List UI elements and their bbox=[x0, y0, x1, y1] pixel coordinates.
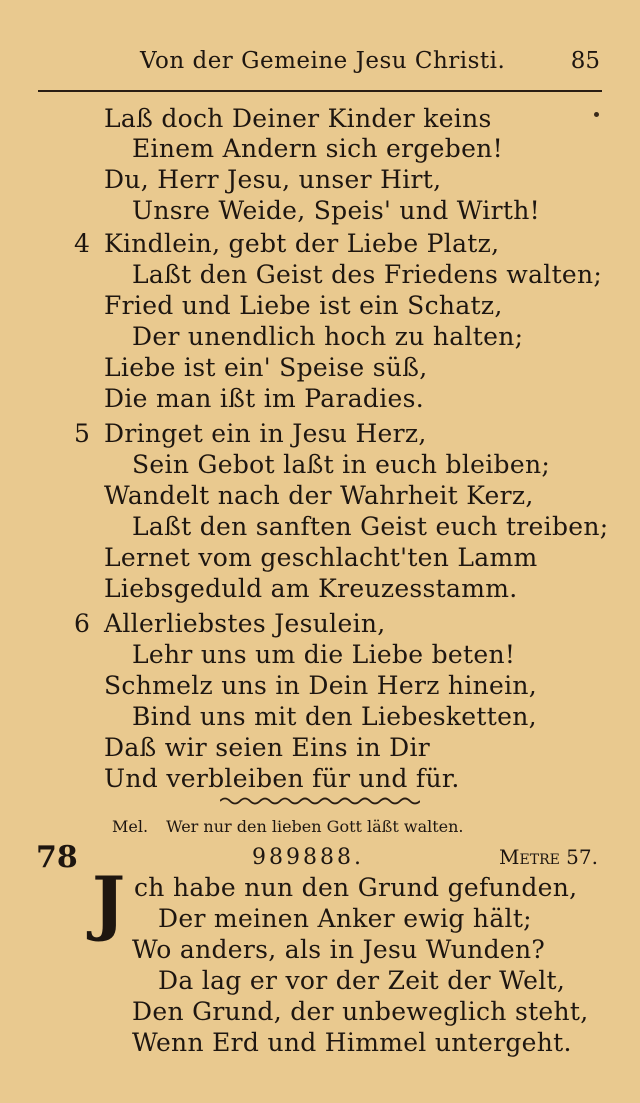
verse-line: Wandelt nach der Wahrheit Kerz, bbox=[104, 481, 534, 510]
page-header bbox=[0, 48, 640, 82]
verse-line: ch habe nun den Grund gefunden, bbox=[134, 873, 578, 902]
verse-line: Kindlein, gebt der Liebe Platz, bbox=[104, 229, 500, 258]
header-rule bbox=[38, 90, 602, 92]
meter-label: Metre 57. bbox=[499, 845, 598, 869]
verse-line: Sein Gebot laßt in euch bleiben; bbox=[132, 450, 551, 479]
verse-line: Den Grund, der unbeweglich steht, bbox=[132, 997, 589, 1026]
hymn-number: 78 bbox=[36, 840, 78, 875]
verse-line: Fried und Liebe ist ein Schatz, bbox=[104, 291, 503, 320]
verse-line: Bind uns mit den Liebesketten, bbox=[132, 702, 537, 731]
ink-speck bbox=[594, 112, 599, 117]
verse-line: Laßt den Geist des Friedens walten; bbox=[132, 260, 603, 289]
verse-line: Daß wir seien Eins in Dir bbox=[104, 733, 431, 762]
stanza-number: 4 bbox=[74, 229, 90, 258]
verse-line: Wenn Erd und Himmel untergeht. bbox=[132, 1028, 572, 1057]
melody-reference bbox=[112, 817, 464, 836]
page-number: 85 bbox=[570, 48, 600, 74]
verse-line: Dringet ein in Jesu Herz, bbox=[104, 419, 427, 448]
melody-label: Mel. bbox=[112, 817, 149, 836]
verse-line: Der unendlich hoch zu halten; bbox=[132, 322, 524, 351]
verse-line: Liebe ist ein' Speise süß, bbox=[104, 353, 428, 382]
verse-line: Laß doch Deiner Kinder keins bbox=[104, 104, 492, 133]
verse-line: Der meinen Anker ewig hält; bbox=[158, 904, 532, 933]
verse-line: Da lag er vor der Zeit der Welt, bbox=[158, 966, 566, 995]
running-title: Von der Gemeine Jesu Christi. bbox=[140, 48, 506, 74]
verse-line: Schmelz uns in Dein Herz hinein, bbox=[104, 671, 538, 700]
verse-line: Unsre Weide, Speis' und Wirth! bbox=[132, 196, 540, 225]
stanza-number: 5 bbox=[74, 419, 90, 448]
verse-line: Liebsgeduld am Kreuzesstamm. bbox=[104, 574, 518, 603]
verse-line: Lernet vom geschlacht'ten Lamm bbox=[104, 543, 538, 572]
verse-line: Einem Andern sich ergeben! bbox=[132, 134, 503, 163]
verse-line: Lehr uns um die Liebe beten! bbox=[132, 640, 516, 669]
drop-cap: J bbox=[92, 861, 126, 944]
melody-title: Wer nur den lieben Gott läßt walten. bbox=[166, 817, 464, 836]
wavy-rule-ornament bbox=[220, 796, 420, 806]
stanza-number: 6 bbox=[74, 609, 90, 638]
meter-digits: 989888. bbox=[252, 845, 364, 870]
verse-line: Allerliebstes Jesulein, bbox=[104, 609, 386, 638]
verse-line: Und verbleiben für und für. bbox=[104, 764, 460, 793]
verse-line: Du, Herr Jesu, unser Hirt, bbox=[104, 165, 442, 194]
verse-line: Laßt den sanften Geist euch treiben; bbox=[132, 512, 609, 541]
verse-line: Wo anders, als in Jesu Wunden? bbox=[132, 935, 546, 964]
verse-line: Die man ißt im Paradies. bbox=[104, 384, 425, 413]
